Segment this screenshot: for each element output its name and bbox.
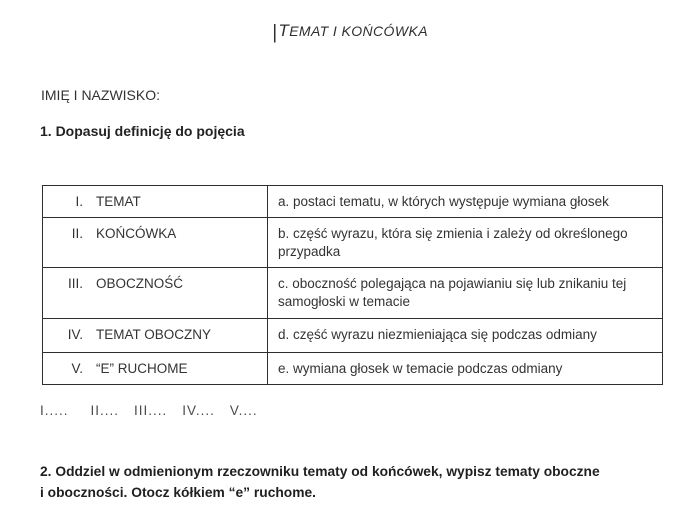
- row-numeral: III.: [67, 276, 83, 291]
- table-row: [43, 186, 663, 218]
- table-row: [43, 268, 663, 319]
- cursor-bar: |: [272, 22, 278, 43]
- answers-line: [40, 403, 273, 418]
- row-term: OBOCZNOŚĆ: [96, 276, 184, 291]
- task2-line: 2. Oddziel w odmienionym rzeczowniku tematy od końcówek, wypisz tematy oboczne: [40, 464, 600, 479]
- table-row: [43, 218, 663, 268]
- definitions-table: [42, 185, 663, 385]
- term-cell: [43, 319, 268, 353]
- row-term: TEMAT OBOCZNY: [96, 327, 212, 342]
- row-term: “E” RUCHOME: [96, 361, 188, 376]
- table-row: [43, 353, 663, 385]
- page-title-text: TEMAT I KOŃCÓWKA: [278, 21, 428, 40]
- definition-cell: b. część wyrazu, która się zmienia i zależy od określonego przypadka: [268, 218, 663, 268]
- answer-item: III....: [134, 403, 168, 418]
- definition-cell: d. część wyrazu niezmieniająca się podczas odmiany: [268, 319, 663, 353]
- answer-item: V....: [229, 403, 258, 418]
- row-numeral: V.: [71, 361, 83, 376]
- row-term: TEMAT: [96, 194, 141, 209]
- task2-line: i oboczności. Otocz kółkiem “e” ruchome.: [40, 485, 316, 500]
- row-numeral: II.: [71, 226, 83, 241]
- definition-cell: e. wymiana głosek w temacie podczas odmiany: [268, 353, 663, 385]
- answer-item: II....: [90, 403, 120, 418]
- row-numeral: IV.: [67, 327, 83, 342]
- table-row: [43, 319, 663, 353]
- row-term: KOŃCÓWKA: [96, 226, 177, 241]
- definition-cell: c. oboczność polegająca na pojawianiu się lub znikaniu tej samogłoski w temacie: [268, 268, 663, 319]
- term-cell: [43, 186, 268, 218]
- term-cell: [43, 268, 268, 319]
- task2-heading: [40, 461, 685, 503]
- task1-heading: 1. Dopasuj definicję do pojęcia: [40, 123, 245, 139]
- answer-item: I.....: [40, 403, 69, 418]
- answer-item: IV....: [182, 403, 215, 418]
- row-numeral: I.: [75, 194, 83, 209]
- definition-cell: a. postaci tematu, w których występuje wymiana głosek: [268, 186, 663, 218]
- term-cell: [43, 353, 268, 385]
- page-title: [0, 21, 700, 44]
- term-cell: [43, 218, 268, 268]
- name-label: IMIĘ I NAZWISKO:: [41, 87, 161, 103]
